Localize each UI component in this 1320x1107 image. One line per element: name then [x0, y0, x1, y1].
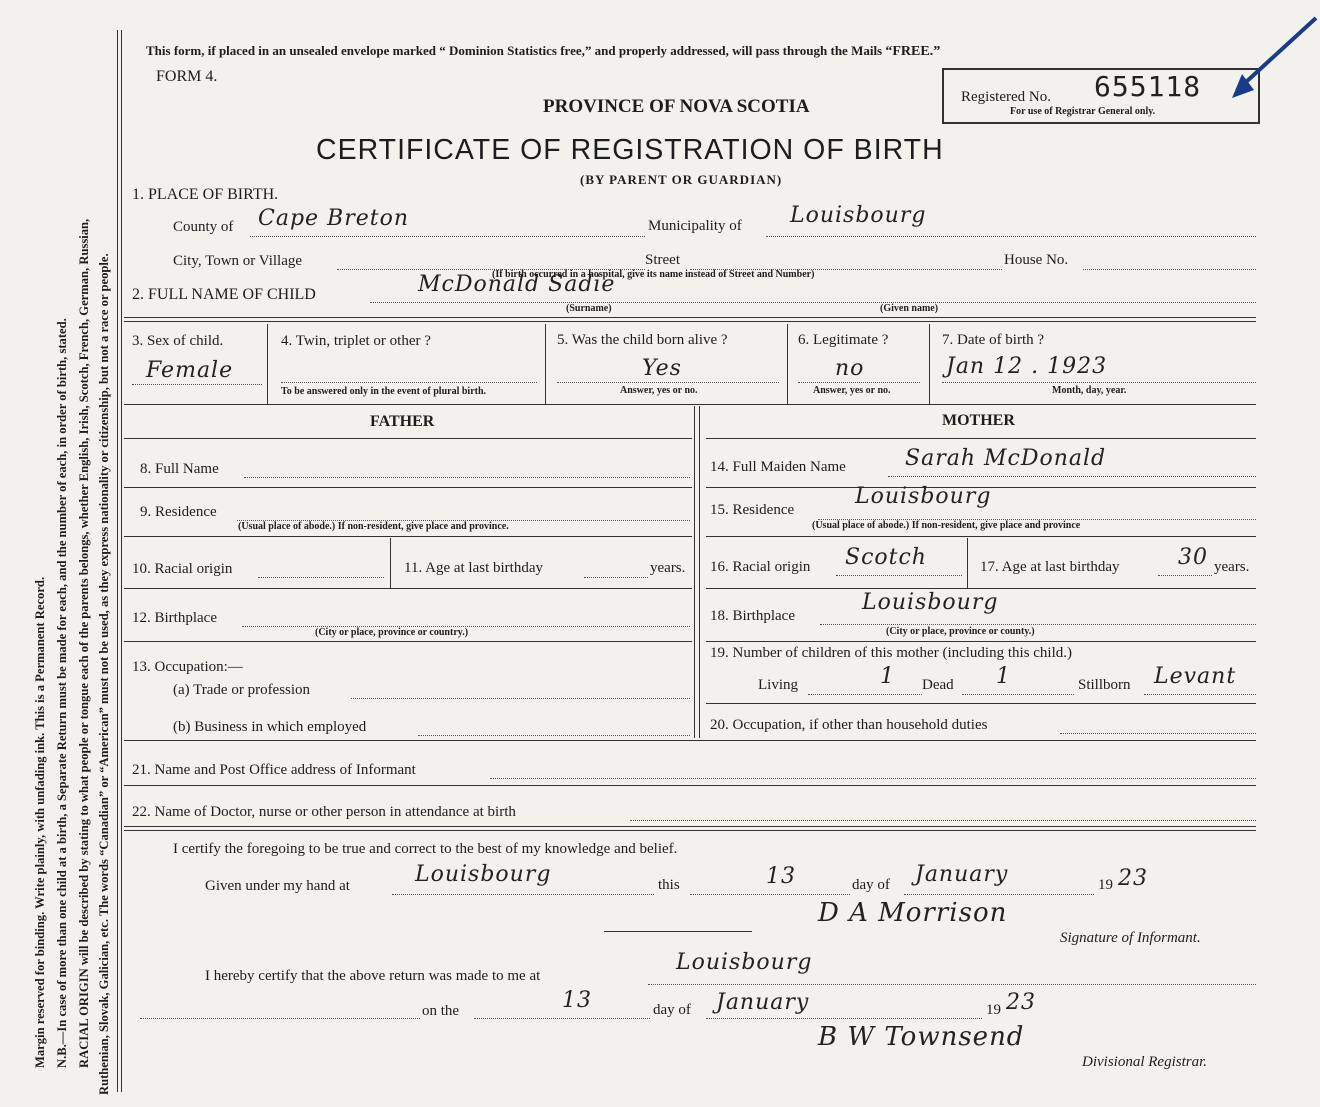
father-residence-note: (Usual place of abode.) If non-resident, give place and province.: [238, 521, 509, 532]
rule-f10: [124, 588, 692, 589]
year-prefix: 19: [1098, 877, 1113, 893]
on-the-label: on the: [422, 1003, 460, 1019]
page-title: CERTIFICATE OF REGISTRATION OF BIRTH: [316, 134, 944, 166]
rule-m16: [706, 588, 1256, 589]
rule-m18: [706, 641, 1256, 642]
rule-2: [124, 404, 1256, 405]
month-value: January: [915, 862, 1009, 887]
registrar-caption: Divisional Registrar.: [1082, 1054, 1208, 1070]
month-line: [904, 894, 1094, 895]
mother-living-line: [808, 694, 922, 695]
mother-head-rule: [706, 438, 1256, 439]
sex-value: Female: [146, 358, 234, 383]
county-value: Cape Breton: [258, 206, 410, 231]
f-racial-age-div: [390, 538, 391, 588]
parents-divider: [694, 406, 695, 738]
surname-caption: (Surname): [566, 303, 612, 314]
mother-birthplace-note: (City or place, province or county.): [886, 626, 1035, 637]
rule-1: [124, 317, 1256, 318]
place-heading: 1. PLACE OF BIRTH.: [132, 186, 279, 203]
mother-residence-label: 15. Residence: [710, 502, 795, 518]
sex-label: 3. Sex of child.: [132, 333, 224, 349]
mother-occupation-label: 20. Occupation, if other than household duties: [710, 717, 988, 733]
father-racial-line: [258, 577, 384, 578]
col-div-3: [787, 324, 788, 404]
rule-1b: [124, 321, 1256, 322]
mother-residence-value: Louisbourg: [855, 484, 992, 509]
reg-year-prefix: 19: [986, 1002, 1001, 1018]
registered-label: Registered No.: [961, 89, 1051, 105]
margin-line-1: Margin reserved for binding. Write plainly, with unfading ink. This is a Permanent Record.: [33, 576, 47, 1068]
legitimate-label: 6. Legitimate ?: [798, 332, 889, 348]
house-label: House No.: [1004, 252, 1069, 268]
certify-statement: I certify the foregoing to be true and correct to the best of my knowledge and belief.: [173, 841, 678, 857]
doctor-label: 22. Name of Doctor, nurse or other person in attendance at birth: [132, 804, 516, 820]
signature-short-rule: [604, 931, 752, 932]
rule-5: [124, 826, 1256, 827]
informant-address-line: [490, 778, 1256, 779]
registrar-place-line: [648, 984, 1256, 985]
col-div-1: [267, 324, 268, 404]
father-head-rule: [124, 438, 692, 439]
this-day-value: 13: [766, 864, 796, 889]
registrar-statement: I hereby certify that the above return was made to me at: [205, 968, 541, 984]
mail-notice: This form, if placed in an unsealed envelope marked “ Dominion Statistics free,” and properly addressed, will pass through the Mails “FREE.”: [146, 43, 941, 59]
reg-day-line: [474, 1018, 650, 1019]
reg-year-suffix: 23: [1006, 990, 1036, 1015]
reg-month-line: [706, 1018, 982, 1019]
given-place-line: [392, 894, 654, 895]
father-occupation-label: 13. Occupation:—: [132, 659, 243, 675]
mother-name-label: 14. Full Maiden Name: [710, 459, 846, 475]
mother-residence-note: (Usual place of abode.) If non-resident, give place and province: [812, 520, 1081, 531]
father-age-unit: years.: [650, 560, 686, 576]
rule-f8: [124, 487, 692, 488]
mother-birthplace-label: 18. Birthplace: [710, 608, 795, 624]
reg-day-value: 13: [562, 988, 592, 1013]
father-name-line: [244, 477, 690, 478]
father-heading: FATHER: [370, 413, 435, 430]
mother-age-unit: years.: [1214, 559, 1250, 575]
margin-rule: [117, 30, 118, 1092]
mother-racial-label: 16. Racial origin: [710, 559, 811, 575]
given-place-value: Louisbourg: [415, 862, 552, 887]
county-line: [250, 236, 645, 237]
hospital-note: (If birth occurred in a hospital, give its name instead of Street and Number): [492, 269, 815, 280]
registrar-signature: B W Townsend: [818, 1022, 1025, 1052]
rule-5b: [124, 830, 1256, 831]
rule-4: [124, 785, 1256, 786]
page-subtitle: (BY PARENT OR GUARDIAN): [580, 172, 783, 187]
given-caption: (Given name): [880, 303, 939, 314]
legitimate-note: Answer, yes or no.: [813, 385, 891, 396]
mother-living-label: Living: [758, 677, 798, 693]
father-trade-label: (a) Trade or profession: [173, 682, 311, 698]
pencil-mark-icon: [1228, 12, 1320, 104]
street-label: Street: [645, 252, 680, 268]
m-racial-age-div: [967, 538, 968, 588]
father-business-label: (b) Business in which employed: [173, 719, 367, 735]
twin-line: [281, 382, 537, 383]
registered-number: 655118: [1094, 70, 1202, 103]
sex-line: [132, 384, 262, 385]
father-birthplace-note: (City or place, province or country.): [315, 627, 469, 638]
mother-age-value: 30: [1178, 545, 1208, 570]
alive-note: Answer, yes or no.: [620, 385, 698, 396]
legitimate-line: [798, 382, 920, 383]
rule-f9: [124, 536, 692, 537]
mother-racial-line: [836, 575, 962, 576]
alive-label: 5. Was the child born alive ?: [557, 332, 728, 348]
reg-day-of-label: day of: [653, 1002, 691, 1018]
year-suffix: 23: [1118, 866, 1148, 891]
mother-heading: MOTHER: [942, 412, 1015, 429]
house-line: [1083, 269, 1256, 270]
child-name-value: McDonald Sadie: [418, 272, 616, 297]
mother-stillborn-value: Levant: [1154, 664, 1237, 689]
mother-children-label: 19. Number of children of this mother (including this child.): [710, 645, 1073, 661]
city-label: City, Town or Village: [173, 253, 303, 269]
county-label: County of: [173, 219, 234, 235]
municipality-label: Municipality of: [648, 218, 742, 234]
mother-age-line: [1158, 575, 1212, 576]
day-of-label: day of: [852, 877, 890, 893]
father-name-label: 8. Full Name: [140, 461, 219, 477]
father-age-label: 11. Age at last birthday: [404, 560, 543, 576]
father-business-line: [418, 735, 690, 736]
on-the-lead-line: [140, 1018, 420, 1019]
mother-age-label: 17. Age at last birthday: [980, 559, 1120, 575]
child-name-label: 2. FULL NAME OF CHILD: [132, 286, 316, 303]
margin-line-2: N.B.—In case of more than one child at a birth, a Separate Return must be made for each, and the number of each, in order of birth, stated.: [55, 318, 69, 1068]
doctor-line: [630, 820, 1256, 821]
parents-divider-b: [699, 406, 700, 738]
alive-line: [557, 382, 779, 383]
alive-value: Yes: [642, 356, 682, 381]
province-title: PROVINCE OF NOVA SCOTIA: [543, 96, 810, 117]
mother-name-value: Sarah McDonald: [905, 446, 1107, 471]
margin-line-4: Ruthenian, Slovak, Galician, etc. The words “Canadian” or “American” must not be used, as they express nationality or citizenship, but not a race or people.: [97, 253, 111, 1095]
mother-birthplace-line: [820, 624, 1256, 625]
mother-stillborn-label: Stillborn: [1078, 677, 1131, 693]
mother-stillborn-line: [1144, 694, 1256, 695]
informant-caption: Signature of Informant.: [1060, 930, 1201, 946]
informant-signature: D A Morrison: [818, 898, 1008, 928]
father-birthplace-label: 12. Birthplace: [132, 610, 217, 626]
twin-note: To be answered only in the event of plural birth.: [281, 386, 487, 397]
registrar-place-value: Louisbourg: [676, 950, 813, 975]
municipality-value: Louisbourg: [790, 203, 927, 228]
mother-dead-label: Dead: [922, 677, 954, 693]
mail-free: “FREE.”: [885, 44, 941, 59]
margin-line-3: RACIAL ORIGIN will be described by stating to what people or tongue each of the parents belongs, whether English, Irish, Scotch, French, German, Russian,: [77, 218, 91, 1068]
rule-f12: [124, 641, 692, 642]
col-div-2: [545, 324, 546, 404]
father-racial-label: 10. Racial origin: [132, 561, 233, 577]
father-trade-line: [351, 698, 690, 699]
child-name-line: [370, 302, 1256, 303]
this-label: this: [658, 877, 680, 893]
legitimate-value: no: [835, 356, 865, 381]
this-day-line: [690, 894, 850, 895]
mother-dead-value: 1: [996, 664, 1011, 689]
dob-note: Month, day, year.: [1052, 385, 1127, 396]
given-label: Given under my hand at: [205, 878, 350, 894]
mother-name-line: [888, 476, 1256, 477]
mother-racial-value: Scotch: [845, 545, 927, 570]
dob-line: [942, 382, 1256, 383]
informant-address-label: 21. Name and Post Office address of Informant: [132, 762, 416, 778]
reg-month-value: January: [716, 990, 810, 1015]
form-number: FORM 4.: [156, 68, 218, 85]
mother-birthplace-value: Louisbourg: [862, 590, 999, 615]
col-div-4: [929, 324, 930, 404]
rule-3: [124, 740, 1256, 741]
twin-label: 4. Twin, triplet or other ?: [281, 333, 431, 349]
dob-value: Jan 12 . 1923: [946, 354, 1108, 379]
registration-box: [942, 68, 1260, 124]
registrar-note: For use of Registrar General only.: [1010, 106, 1156, 117]
mother-living-value: 1: [880, 664, 895, 689]
rule-m19: [706, 703, 1256, 704]
dob-label: 7. Date of birth ?: [942, 332, 1045, 348]
father-age-line: [584, 577, 648, 578]
father-residence-label: 9. Residence: [140, 504, 217, 520]
margin-rule-inner: [121, 30, 122, 1092]
mother-dead-line: [962, 694, 1074, 695]
rule-m15: [706, 536, 1256, 537]
mother-occupation-line: [1060, 733, 1256, 734]
municipality-line: [766, 236, 1256, 237]
